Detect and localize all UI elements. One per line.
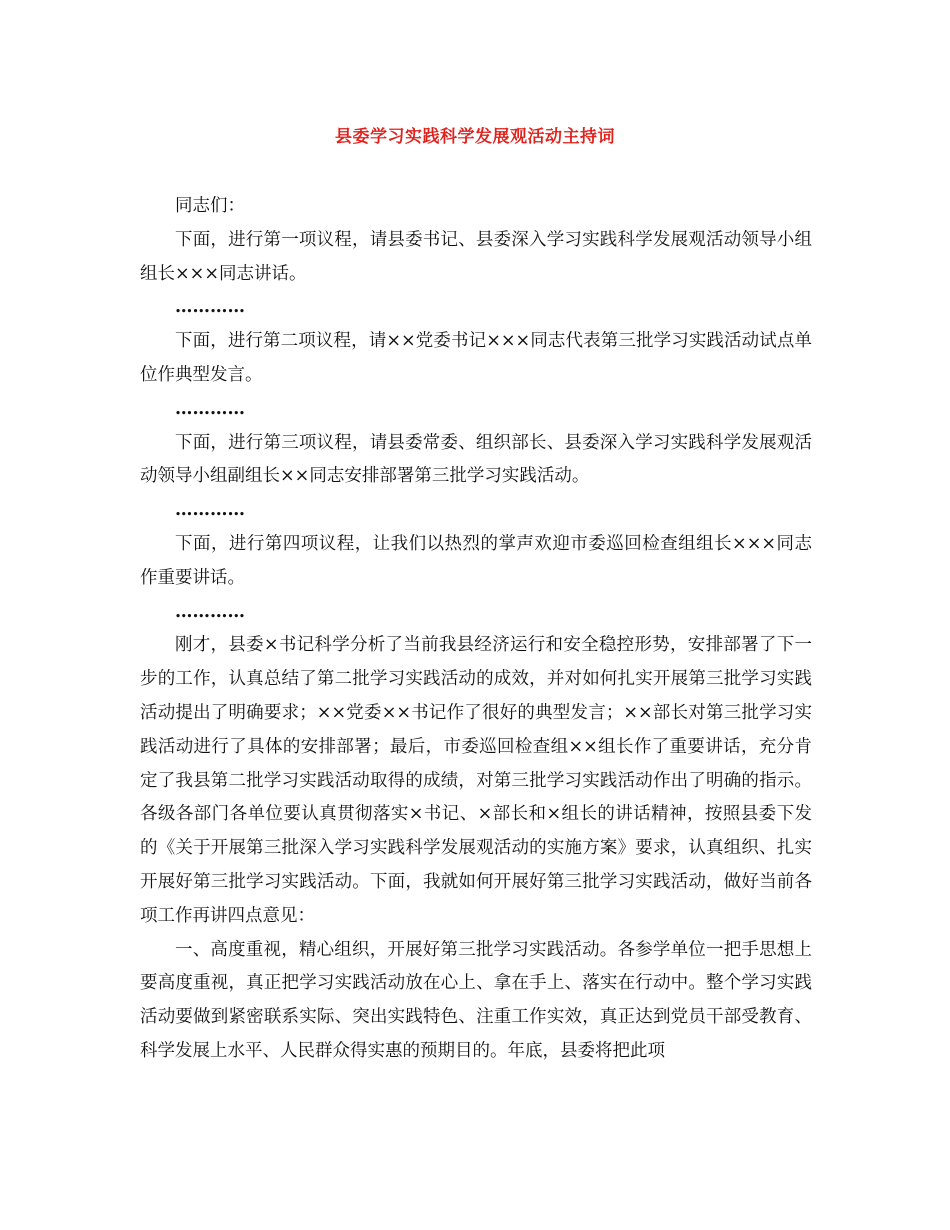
ellipsis-separator: ………… bbox=[175, 500, 245, 521]
paragraph-agenda-3: 下面，进行第三项议程，请县委常委、组织部长、县委深入学习实践科学发展观活动领导小组副组长××同志安排部署第三批学习实践活动。 bbox=[140, 432, 812, 487]
ellipsis-separator: ………… bbox=[175, 398, 245, 419]
document-body bbox=[140, 190, 812, 1069]
ellipsis-separator: ………… bbox=[175, 601, 245, 622]
paragraph-summary: 刚才，县委×书记科学分析了当前我县经济运行和安全稳控形势，安排部署了下一步的工作，认真总结了第二批学习实践活动的成效，并对如何扎实开展第三批学习实践活动提出了明确要求；××党委××书记作了很好的典型发言；××部长对第三批学习实践活动进行了具体的安排部署；最后，市委巡回检查组××组长作了重要讲话，充分肯定了我县第二批学习实践活动取得的成绩，对第三批学习实践活动作出了明确的指示。各级各部门各单位要认真贯彻落实×书记、×部长和×组长的讲话精神，按照县委下发的《关于开展第三批深入学习实践科学发展观活动的实施方案》要求，认真组织、扎实开展好第三批学习实践活动。下面，我就如何开展好第三批学习实践活动，做好当前各项工作再讲四点意见： bbox=[140, 635, 812, 926]
paragraph-agenda-2: 下面，进行第二项议程，请××党委书记×××同志代表第三批学习实践活动试点单位作典型发言。 bbox=[140, 331, 812, 385]
document-title: 县委学习实践科学发展观活动主持词 bbox=[335, 127, 615, 147]
greeting: 同志们： bbox=[175, 196, 245, 216]
paragraph-agenda-4: 下面，进行第四项议程，让我们以热烈的掌声欢迎市委巡回检查组组长×××同志作重要讲话。 bbox=[140, 533, 812, 588]
paragraph-point-1: 一、高度重视，精心组织，开展好第三批学习实践活动。各参学单位一把手思想上要高度重视，真正把学习实践活动放在心上、拿在手上、落实在行动中。整个学习实践活动要做到紧密联系实际、突出实践特色、注重工作实效，真正达到党员干部受教育、科学发展上水平、人民群众得实惠的预期目的。年底，县委将把此项 bbox=[140, 939, 812, 1061]
ellipsis-separator: ………… bbox=[175, 297, 245, 318]
paragraph-agenda-1: 下面，进行第一项议程，请县委书记、县委深入学习实践科学发展观活动领导小组组长×××同志讲话。 bbox=[140, 229, 812, 284]
